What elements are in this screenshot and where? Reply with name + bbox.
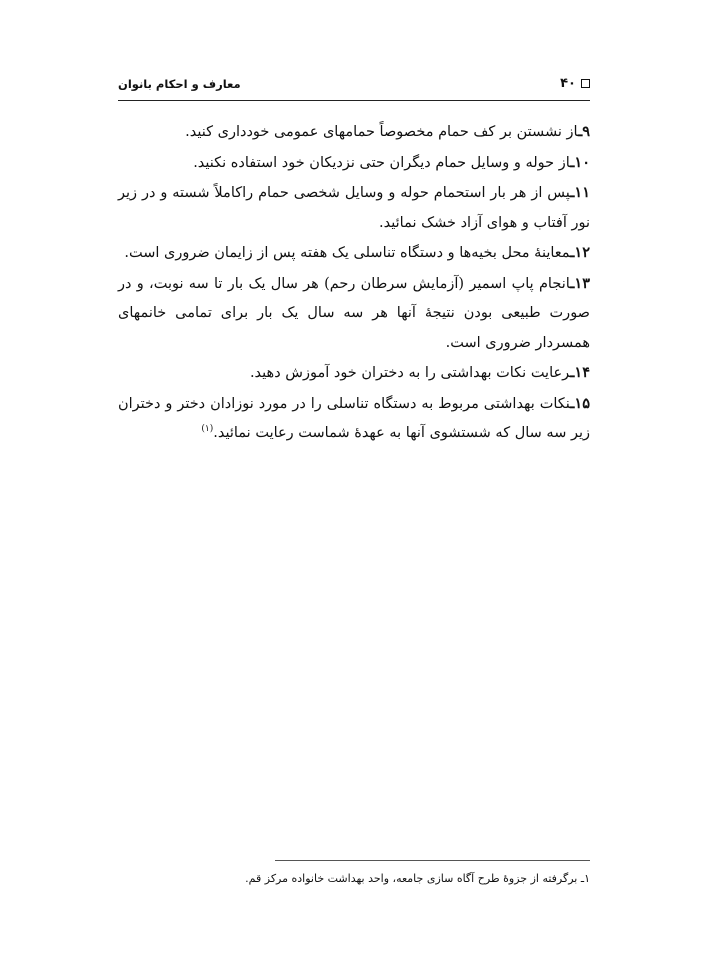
item-text: نکات بهداشتی مربوط به دستگاه تناسلی را در مورد نوزادان دختر و دختران زیر سه سال که شستشوی آنها به عهدهٔ شماست رعایت نمائید. (118, 395, 590, 441)
header-rule (118, 100, 590, 101)
item-number: ۱۱ـ (570, 184, 590, 201)
list-item (118, 389, 590, 449)
item-number: ۹ـ (577, 123, 590, 140)
square-bullet-icon (581, 79, 590, 88)
item-text: رعایت نکات بهداشتی را به دختران خود آموزش دهید. (249, 365, 571, 381)
list-item (118, 238, 590, 269)
footnote: ۱ـ برگرفته از جزوهٔ طرح آگاه سازی جامعه، واحد بهداشت خانواده مرکز قم. (245, 872, 590, 885)
item-number: ۱۳ـ (570, 274, 590, 292)
item-number: ۱۰ـ (570, 153, 590, 171)
list-item (118, 358, 590, 389)
running-title: معارف و احکام بانوان (118, 77, 241, 91)
item-text: پس از هر بار استحمام حوله و وسایل شخصی حمام راکاملاً شسته و در زیر نور آفتاب و هوای آزاد خشک نمائید. (118, 185, 590, 231)
footnote-rule (275, 860, 590, 861)
body-text (118, 117, 590, 449)
item-number: ۱۴ـ (570, 364, 590, 381)
item-text: معاینهٔ محل بخیه‌ها و دستگاه تناسلی یک هفته پس از زایمان ضروری است. (124, 245, 571, 261)
item-number: ۱۵ـ (570, 394, 590, 412)
item-text: از نشستن بر کف حمام مخصوصاً حمامهای عمومی خودداری کنید. (185, 124, 578, 140)
item-text: از حوله و وسایل حمام دیگران حتی نزدیکان خود استفاده نکنید. (193, 154, 571, 171)
list-item (118, 269, 590, 359)
page-number: ۴۰ (560, 76, 576, 91)
list-item (118, 117, 590, 148)
item-text: انجام پاپ اسمیر (آزمایش سرطان رحم) هر سال یک بار تا سه نوبت، و در صورت طبیعی بودن نتیجهٔ آنها هر سه سال یک بار برای تمامی خانمهای همسردار ضروری است. (118, 275, 590, 351)
page-header (118, 76, 590, 98)
list-item (118, 178, 590, 238)
item-number: ۱۲ـ (570, 244, 590, 261)
footnote-reference[interactable]: (۱) (201, 424, 214, 435)
page-number-group (560, 76, 590, 91)
list-item (118, 148, 590, 179)
